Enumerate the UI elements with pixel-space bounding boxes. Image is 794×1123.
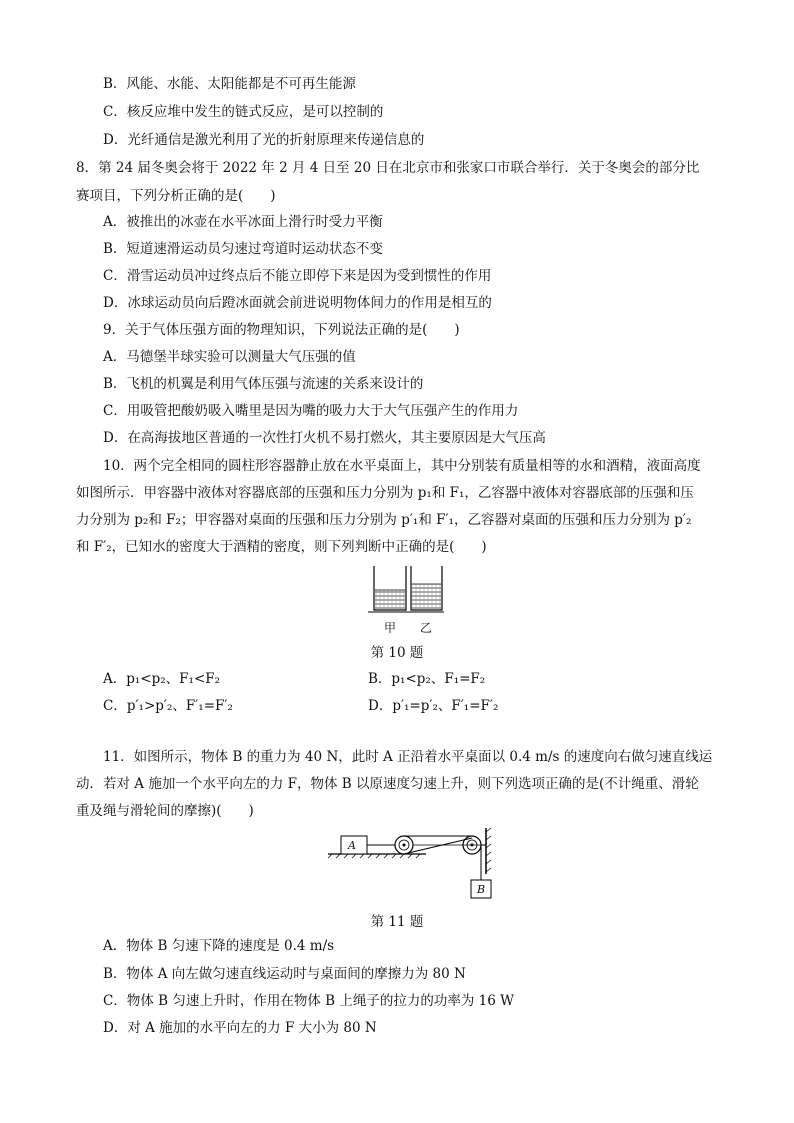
q10-figure (366, 562, 446, 622)
q9-option-d: D．在高海拔地区普通的一次性打火机不易打燃火，其主要原因是大气压高 (103, 430, 546, 446)
q11-option-c: C．物体 B 匀速上升时，作用在物体 B 上绳子的拉力的功率为 16 W (103, 993, 514, 1009)
q11-option-b: B．物体 A 向左做匀速直线运动时与桌面间的摩擦力为 80 N (103, 966, 466, 982)
q7-option-b: B．风能、水能、太阳能都是不可再生能源 (103, 76, 356, 92)
label-a: A (348, 839, 356, 852)
liquid-alcohol (412, 584, 441, 610)
q8-option-d: D．冰球运动员向后蹬冰面就会前进说明物体间力的作用是相互的 (103, 295, 492, 311)
q9-stem: 9．关于气体压强方面的物理知识，下列说法正确的是( ) (103, 322, 460, 338)
q10-caption: 第 10 题 (370, 645, 424, 661)
q11-option-d: D．对 A 施加的水平向左的力 F 大小为 80 N (103, 1020, 377, 1036)
q11-stem-line2: 动．若对 A 施加一个水平向左的力 F，物体 B 以原速度匀速上升，则下列选项正确的是(不计绳重、滑轮 (76, 776, 699, 792)
label-yi: 乙 (420, 621, 433, 635)
q8-option-a: A．被推出的冰壶在水平冰面上滑行时受力平衡 (103, 214, 383, 230)
q10-stem-line3: 力分别为 p₂和 F₂；甲容器对桌面的压强和压力分别为 p′₁和 F′₁，乙容器对桌面的压强和压力分别为 p′₂ (76, 512, 692, 528)
label-b: B (477, 883, 486, 896)
q10-option-c: C．p′₁>p′₂、F′₁=F′₂ (103, 698, 233, 714)
q10-option-b: B．p₁<p₂、F₁=F₂ (368, 671, 486, 687)
q11-caption: 第 11 题 (370, 914, 424, 930)
q8-option-b: B．短道速滑运动员匀速过弯道时运动状态不变 (103, 241, 383, 257)
q10-stem-line4: 和 F′₂，已知水的密度大于酒精的密度，则下列判断中正确的是( ) (76, 539, 487, 555)
q10-option-d: D．p′₁=p′₂、F′₁=F′₂ (368, 698, 499, 714)
q11-stem-line1: 11．如图所示，物体 B 的重力为 40 N，此时 A 正沿着水平桌面以 0.4 m/s 的速度向右做匀速直线运 (103, 749, 713, 765)
q8-option-c: C．滑雪运动员冲过终点后不能立即停下来是因为受到惯性的作用 (103, 268, 492, 284)
q10-option-a: A．p₁<p₂、F₁<F₂ (103, 671, 221, 687)
q11-figure (326, 824, 496, 904)
q7-option-d: D．光纤通信是激光利用了光的折射原理来传递信息的 (103, 132, 425, 148)
q8-stem-line1: 8．第 24 届冬奥会将于 2022 年 2 月 4 日至 20 日在北京市和张家口市联合举行．关于冬奥会的部分比 (76, 160, 700, 176)
q11-stem-line3: 重及绳与滑轮间的摩擦)( ) (76, 803, 254, 819)
q11-option-a: A．物体 B 匀速下降的速度是 0.4 m/s (103, 938, 335, 954)
q9-option-b: B．飞机的机翼是利用气体压强与流速的关系来设计的 (103, 376, 424, 392)
liquid-water (375, 590, 405, 610)
q10-stem-line2: 如图所示．甲容器中液体对容器底部的压强和压力分别为 p₁和 F₁，乙容器中液体对容器底部的压强和压 (76, 485, 694, 501)
q10-stem-line1: 10．两个完全相同的圆柱形容器静止放在水平桌面上，其中分别装有质量相等的水和酒精，液面高度 (103, 458, 701, 474)
q9-option-c: C．用吸管把酸奶吸入嘴里是因为嘴的吸力大于大气压强产生的作用力 (103, 403, 519, 419)
q9-option-a: A．马德堡半球实验可以测量大气压强的值 (103, 349, 356, 365)
q8-stem-line2: 赛项目，下列分析正确的是( ) (76, 188, 276, 204)
label-jia: 甲 (384, 621, 397, 635)
q7-option-c: C．核反应堆中发生的链式反应，是可以控制的 (103, 104, 384, 120)
